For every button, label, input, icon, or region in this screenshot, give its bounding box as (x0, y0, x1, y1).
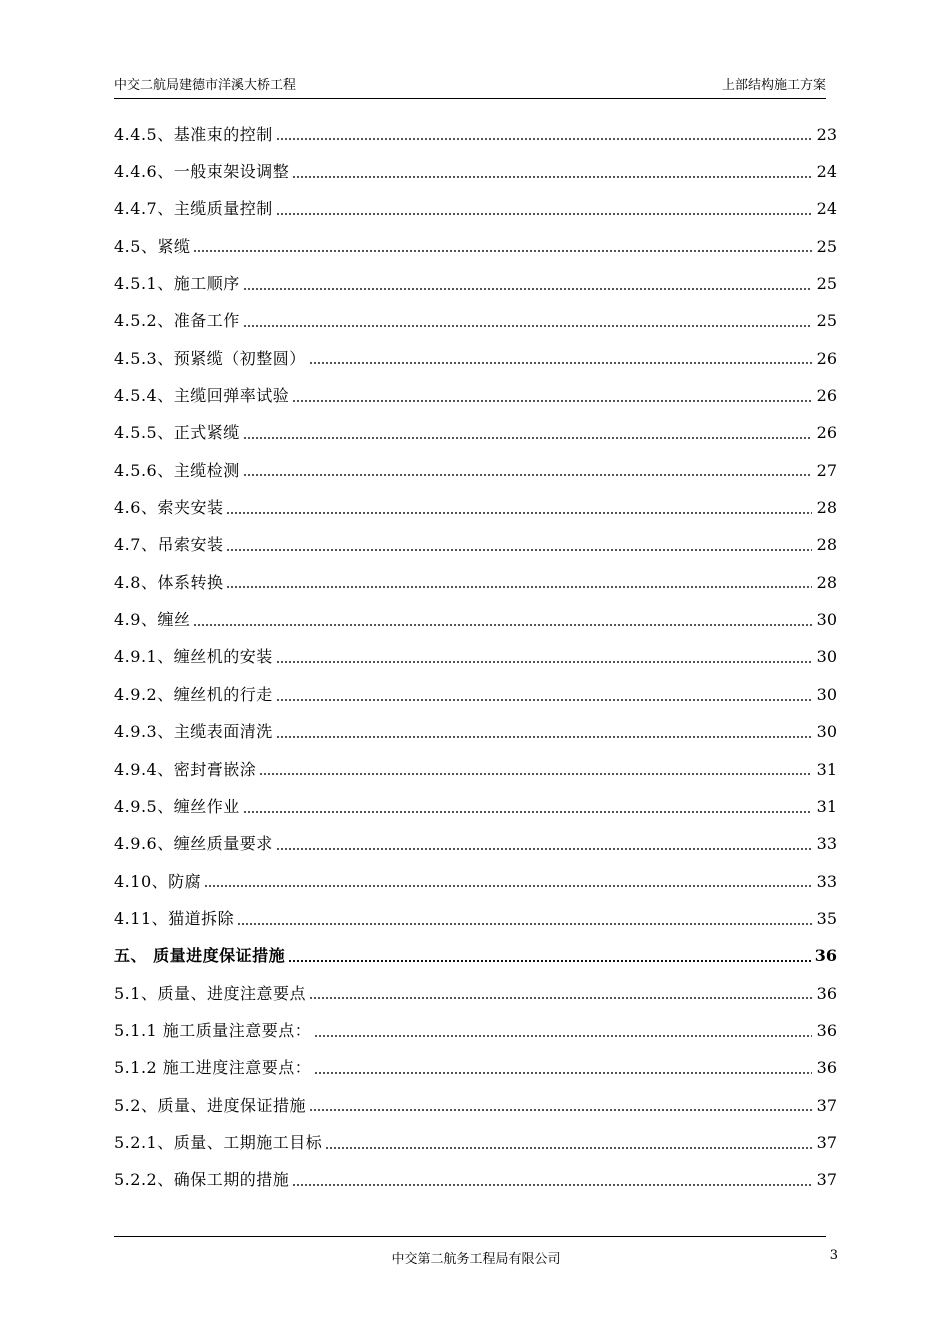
toc-entry-page: 25 (816, 311, 837, 331)
toc-entry[interactable] (114, 863, 837, 900)
toc-entry-page: 33 (816, 871, 837, 891)
page-header (114, 72, 826, 94)
toc-entry-label: 4.4.6、一般束架设调整 (114, 162, 290, 182)
toc-entry-label: 4.4.7、主缆质量控制 (114, 199, 273, 219)
toc-dot-leader (314, 1070, 812, 1076)
toc-dot-leader (243, 286, 812, 292)
toc-entry[interactable] (114, 1162, 837, 1199)
toc-entry[interactable] (114, 415, 837, 452)
toc-dot-leader (193, 248, 812, 254)
toc-dot-leader (288, 958, 812, 964)
toc-entry[interactable] (114, 340, 837, 377)
toc-entry-label: 5.1.1 施工质量注意要点： (114, 1020, 312, 1040)
toc-entry-label: 4.10、防腐 (114, 871, 202, 891)
toc-entry-page: 36 (816, 983, 837, 1003)
toc-entry[interactable] (114, 639, 837, 676)
toc-dot-leader (276, 734, 812, 740)
toc-entry[interactable] (114, 1124, 837, 1161)
toc-entry-page: 24 (816, 199, 837, 219)
toc-entry-label: 4.9.6、缠丝质量要求 (114, 834, 273, 854)
toc-entry-page: 36 (814, 946, 837, 966)
toc-entry-label: 4.5.1、施工顺序 (114, 274, 240, 294)
toc-entry[interactable] (114, 975, 837, 1012)
toc-entry[interactable] (114, 788, 837, 825)
toc-entry[interactable] (114, 826, 837, 863)
toc-entry[interactable] (114, 900, 837, 937)
toc-dot-leader (276, 697, 812, 703)
toc-entry-label: 4.9.4、密封膏嵌涂 (114, 759, 257, 779)
toc-entry-label: 4.6、索夹安装 (114, 498, 224, 518)
toc-dot-leader (226, 584, 812, 590)
toc-entry[interactable] (114, 1012, 837, 1049)
footer-rule (114, 1236, 826, 1237)
toc-entry-page: 30 (816, 647, 837, 667)
toc-entry-label: 5.2.2、确保工期的措施 (114, 1170, 290, 1190)
toc-entry-label: 4.5.6、主缆检测 (114, 460, 240, 480)
toc-entry-page: 33 (816, 834, 837, 854)
toc-entry-page: 26 (816, 423, 837, 443)
table-of-contents (114, 116, 837, 1199)
toc-dot-leader (243, 435, 812, 441)
header-rule (114, 98, 826, 99)
toc-entry-label: 4.9.3、主缆表面清洗 (114, 722, 273, 742)
toc-entry-page: 35 (816, 908, 837, 928)
toc-entry-label: 5.1.2 施工进度注意要点： (114, 1058, 312, 1078)
toc-entry[interactable] (114, 601, 837, 638)
toc-entry-label: 4.5.4、主缆回弹率试验 (114, 386, 290, 406)
toc-entry-page: 30 (816, 610, 837, 630)
toc-dot-leader (276, 211, 812, 217)
toc-entry[interactable] (114, 564, 837, 601)
header-section-title: 上部结构施工方案 (721, 77, 826, 93)
toc-entry[interactable] (114, 191, 837, 228)
header-project-title: 中交二航局建德市洋溪大桥工程 (114, 77, 297, 93)
toc-entry-label: 4.5、紧缆 (114, 236, 191, 256)
toc-entry-page: 37 (816, 1095, 837, 1115)
toc-entry-label: 5.2、质量、进度保证措施 (114, 1095, 306, 1115)
toc-entry[interactable] (114, 714, 837, 751)
toc-entry-page: 31 (816, 796, 837, 816)
toc-entry-page: 37 (816, 1170, 837, 1190)
toc-entry-page: 28 (816, 535, 837, 555)
toc-dot-leader (243, 323, 812, 329)
toc-entry-label: 4.5.5、正式紧缆 (114, 423, 240, 443)
toc-entry-page: 27 (816, 460, 837, 480)
toc-entry[interactable] (114, 228, 837, 265)
toc-entry-label: 4.9.1、缠丝机的安装 (114, 647, 273, 667)
toc-entry-page: 30 (816, 684, 837, 704)
toc-entry[interactable] (114, 1087, 837, 1124)
toc-entry-page: 37 (816, 1132, 837, 1152)
toc-dot-leader (243, 472, 812, 478)
toc-dot-leader (292, 174, 812, 180)
toc-dot-leader (292, 398, 812, 404)
toc-dot-leader (276, 136, 812, 142)
toc-dot-leader (226, 510, 812, 516)
toc-entry-page: 31 (816, 759, 837, 779)
toc-entry-label: 4.8、体系转换 (114, 572, 224, 592)
toc-entry-label: 4.9.5、缠丝作业 (114, 796, 240, 816)
toc-entry[interactable] (114, 489, 837, 526)
toc-entry[interactable] (114, 938, 837, 975)
toc-entry-label: 4.5.3、预紧缆（初整圆） (114, 348, 306, 368)
toc-dot-leader (309, 1107, 812, 1113)
toc-entry-label: 5.1、质量、进度注意要点 (114, 983, 306, 1003)
toc-entry[interactable] (114, 377, 837, 414)
toc-dot-leader (193, 622, 812, 628)
toc-entry-label: 4.9.2、缠丝机的行走 (114, 684, 273, 704)
toc-entry-page: 36 (816, 1020, 837, 1040)
toc-dot-leader (309, 995, 812, 1001)
toc-entry-label: 4.9、缠丝 (114, 610, 191, 630)
toc-entry[interactable] (114, 265, 837, 302)
toc-dot-leader (276, 846, 812, 852)
toc-entry[interactable] (114, 153, 837, 190)
toc-entry-label: 4.7、吊索安装 (114, 535, 224, 555)
toc-entry-page: 26 (816, 386, 837, 406)
toc-entry-page: 36 (816, 1058, 837, 1078)
toc-entry-page: 28 (816, 572, 837, 592)
toc-entry-page: 23 (816, 124, 837, 144)
toc-dot-leader (325, 1145, 812, 1151)
toc-entry-label: 4.5.2、准备工作 (114, 311, 240, 331)
toc-dot-leader (237, 921, 812, 927)
toc-entry-label: 4.11、猫道拆除 (114, 908, 235, 928)
toc-entry-page: 30 (816, 722, 837, 742)
toc-dot-leader (309, 360, 812, 366)
page-footer (114, 1248, 838, 1268)
toc-entry[interactable] (114, 751, 837, 788)
toc-dot-leader (292, 1182, 812, 1188)
footer-page-number: 3 (829, 1248, 838, 1263)
toc-dot-leader (243, 809, 812, 815)
toc-entry-label: 五、 质量进度保证措施 (114, 946, 286, 966)
toc-entry[interactable] (114, 676, 837, 713)
footer-company: 中交第二航务工程局有限公司 (391, 1252, 561, 1267)
toc-dot-leader (226, 547, 812, 553)
toc-entry[interactable] (114, 303, 837, 340)
toc-dot-leader (259, 771, 812, 777)
toc-entry[interactable] (114, 452, 837, 489)
toc-dot-leader (276, 659, 812, 665)
toc-entry-page: 25 (816, 274, 837, 294)
toc-entry[interactable] (114, 527, 837, 564)
toc-entry[interactable] (114, 1050, 837, 1087)
toc-entry-label: 4.4.5、基准束的控制 (114, 124, 273, 144)
toc-entry-page: 28 (816, 498, 837, 518)
toc-entry-page: 25 (816, 236, 837, 256)
toc-entry-page: 26 (816, 348, 837, 368)
toc-entry[interactable] (114, 116, 837, 153)
toc-entry-page: 24 (816, 162, 837, 182)
toc-entry-label: 5.2.1、质量、工期施工目标 (114, 1132, 323, 1152)
toc-dot-leader (204, 883, 812, 889)
toc-dot-leader (314, 1033, 812, 1039)
